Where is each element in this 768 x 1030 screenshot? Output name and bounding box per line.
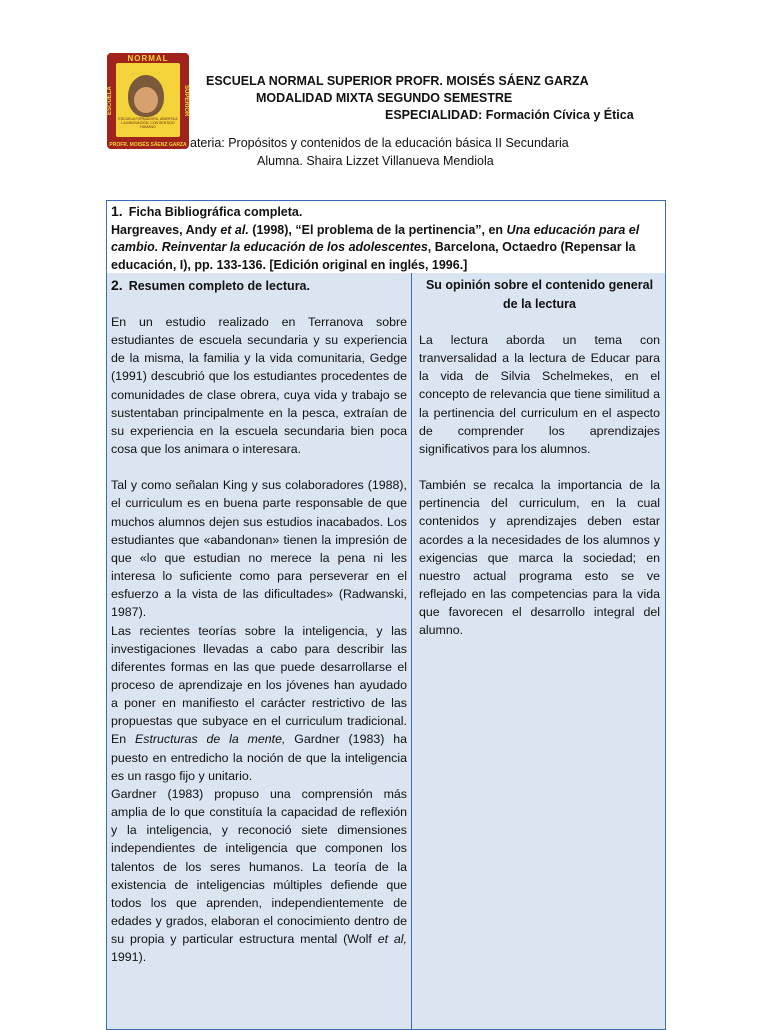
logo-bottom-text: PROFR. MOISÉS SÁENZ GARZA (109, 142, 187, 148)
summary-text: Las recientes teorías sobre la inteligencia, y las investigaciones llevadas a cabo para describir las diferentes formas en las que puede desarrollarse el proceso de aprendizaje en los jóvenes han ayudado a poner en manifiesto el carácter restrictivo de las propuestas que subyace en el curriculum tradicional. En (111, 623, 407, 747)
logo-top-text: NORMAL (127, 54, 169, 63)
summary-text: Gardner (1983) propuso una comprensión más amplia de lo que constituía la capacidad de reflexión y la inteligencia, y reconoció siete dimensiones independientes de inteligencia que componen los talentos de los seres humanos. La teoría de la existencia de inteligencias múltiples defiende que todos los que aprenden, independientemente de edades y grados, elaboran el conocimiento dentro de su propia y particular estructura mental (Wolf (111, 786, 407, 947)
citation-etal: et al, (377, 932, 407, 947)
modality: MODALIDAD MIXTA SEGUNDO SEMESTRE (256, 91, 513, 105)
summary-paragraph (111, 622, 407, 785)
logo-portrait-face (134, 87, 158, 113)
reading-report-table (106, 200, 666, 1030)
logo-right-text: SUPERIOR (183, 85, 189, 117)
opinion-paragraph: La lectura aborda un tema con tranversalidad a la lectura de Educar para la vida de Silvia Schelmekes, en el concepto de relevancia que tiene similitud a la pertinencia del curriculum en el aspecto de comprender los aprendizajes significativos para los alumnos. (419, 333, 660, 456)
specialty: ESPECIALIDAD: Formación Cívica y Ética (385, 108, 634, 122)
summary-paragraph: Tal y como señalan King y sus colaboradores (1988), el curriculum es en buena parte responsable de que muchos alumnos dejen sus estudios inacabados. Los estudiantes que «abandonan» tienen la impresión de que «lo que estudian no merece la pena ni les interesa lo suficiente como para perseverar en el esfuerzo a la vista de las dificultades» (Radwanski, 1987). (111, 478, 407, 620)
ref-author: Hargreaves, Andy (111, 222, 221, 237)
ref-publisher: , Barcelona, Octaedro (Repensar la educación, I), pp. 133-136. [Edición original en inglés, 1996.] (111, 240, 636, 272)
summary-heading (111, 276, 407, 295)
opinion-heading: Su opinión sobre el contenido general de la lectura (425, 278, 654, 311)
ref-etal: et al. (220, 222, 249, 237)
section-title: Resumen completo de lectura. (128, 279, 310, 293)
summary-paragraph (111, 785, 407, 967)
logo-caption: ESCUELA FORMADORA, ABIERTA A LA INNOVACIÓN, CON SENTIDO HUMANO (118, 117, 178, 129)
bibliographic-section (107, 201, 665, 274)
logo-emblem (116, 63, 180, 137)
summary-paragraph: En un estudio realizado en Terranova sobre estudiantes de escuela secundaria y su experiencia de la misma, la familia y la vida comunitaria, Gedge (1991) descubrió que los estudiantes procedentes de comunidades de clase obrera, cuya vida y trabajo se sustentaban principalmente en la pesca, extraían de su experiencia en la escuela secundaria bien poca cosa que los animara o interesara. (111, 315, 407, 457)
summary-column (107, 273, 412, 1029)
section-title: Ficha Bibliográfica completa. (128, 205, 303, 219)
ref-chapter: (1998), “El problema de la pertinencia”, en (248, 222, 507, 237)
section-number: 1. (111, 203, 123, 219)
school-logo (107, 53, 189, 149)
bibliographic-reference (111, 222, 661, 275)
summary-text: Gardner (1983) ha puesto en entredicho la noción de que la inteligencia es un rasgo fijo y unitario. (111, 732, 407, 783)
school-name: ESCUELA NORMAL SUPERIOR PROFR. MOISÉS SÁENZ GARZA (206, 74, 589, 88)
opinion-paragraph: También se recalca la importancia de la pertinencia del curriculum, en la cual contenidos y aprendizajes deben estar acordes a la necesidades de los alumnos y exigencias que marca la sociedad; en nuestro actual programa esto se ve reflejado en las competencias para la vida que favorecen el desarrollo integral del alumno. (419, 478, 660, 638)
book-title: Estructuras de la mente, (134, 732, 286, 747)
subject-line: ateria: Propósitos y contenidos de la educación básica II Secundaria (190, 136, 569, 150)
student-name: Alumna. Shaira Lizzet Villanueva Mendiola (257, 154, 494, 168)
opinion-column (412, 273, 665, 1029)
bibliographic-heading (111, 203, 661, 222)
summary-text: 1991). (111, 950, 147, 965)
ref-book-title: Una educación para el cambio. Reinventar la educación de los adolescentes (111, 222, 640, 255)
logo-left-text: ESCUELA (107, 86, 113, 116)
section-number: 2. (111, 277, 123, 293)
